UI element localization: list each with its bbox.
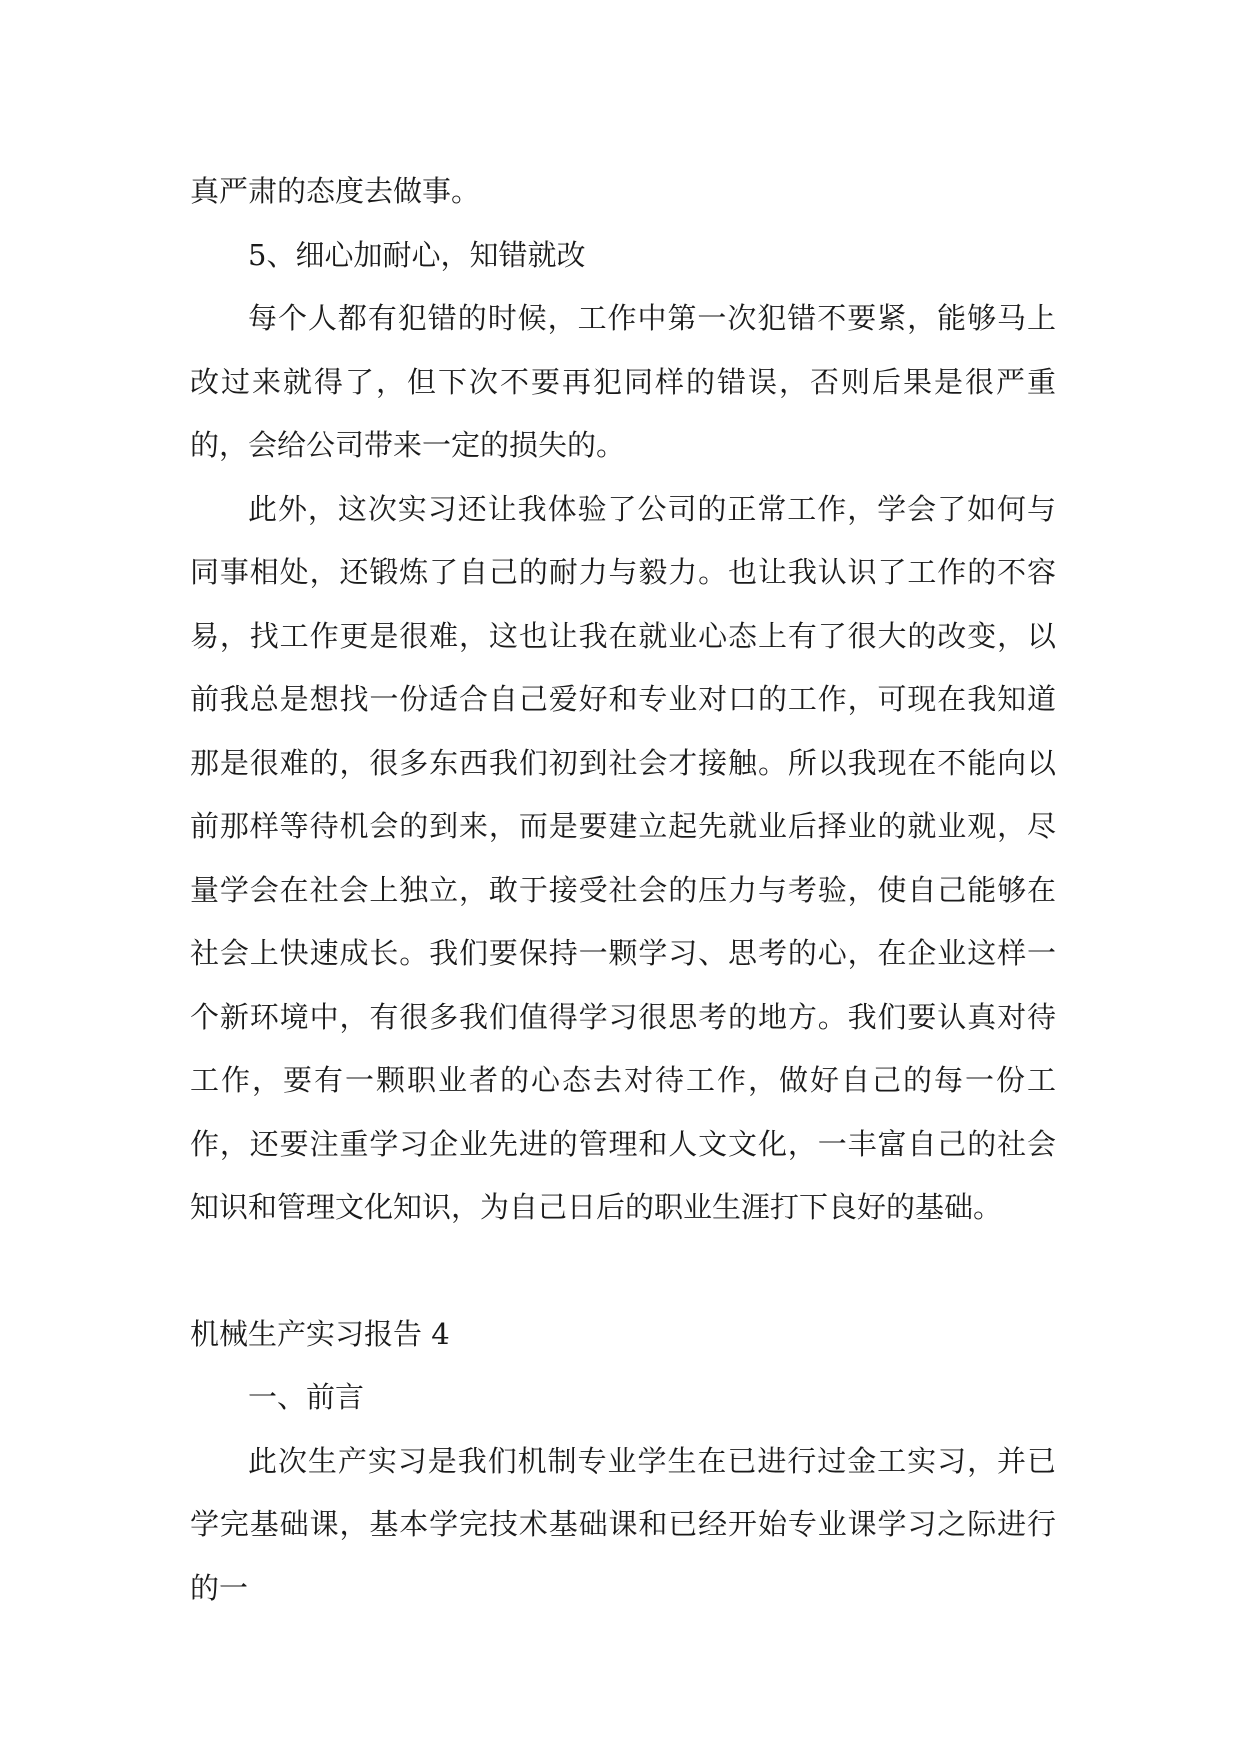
continued-paragraph: 真严肃的态度去做事。 (190, 174, 481, 208)
section-title: 机械生产实习报告 4 (190, 1316, 450, 1351)
body-paragraph: 每个人都有犯错的时候，工作中第一次犯错不要紧，能够马上改过来就得了，但下次不要再犯同样的错误，否则后果是很严重的，会给公司带来一定的损失的。 (190, 301, 1056, 462)
body-paragraph: 此次生产实习是我们机制专业学生在已进行过金工实习，并已学完基础课，基本学完技术基础课和已经开始专业课学习之际进行的一 (190, 1443, 1056, 1605)
document-page (190, 160, 1056, 1620)
body-paragraph: 此外，这次实习还让我体验了公司的正常工作，学会了如何与同事相处，还锻炼了自己的耐力与毅力。也让我认识了工作的不容易，找工作更是很难，这也让我在就业心态上有了很大的改变，以前我总是想找一份适合自己爱好和专业对口的工作，可现在我知道那是很难的，很多东西我们初到社会才接触。所以我现在不能向以前那样等待机会的到来，而是要建立起先就业后择业的就业观，尽量学会在社会上独立，敢于接受社会的压力与考验，使自己能够在社会上快速成长。我们要保持一颗学习、思考的心，在企业这样一个新环境中，有很多我们值得学习很思考的地方。我们要认真对待工作，要有一颗职业者的心态去对待工作，做好自己的每一份工作，还要注重学习企业先进的管理和人文文化，一丰富自己的社会知识和管理文化知识，为自己日后的职业生涯打下良好的基础。 (190, 491, 1056, 1224)
subsection-title: 一、前言 (248, 1380, 365, 1414)
point-heading: 5、细心加耐心，知错就改 (248, 237, 586, 272)
